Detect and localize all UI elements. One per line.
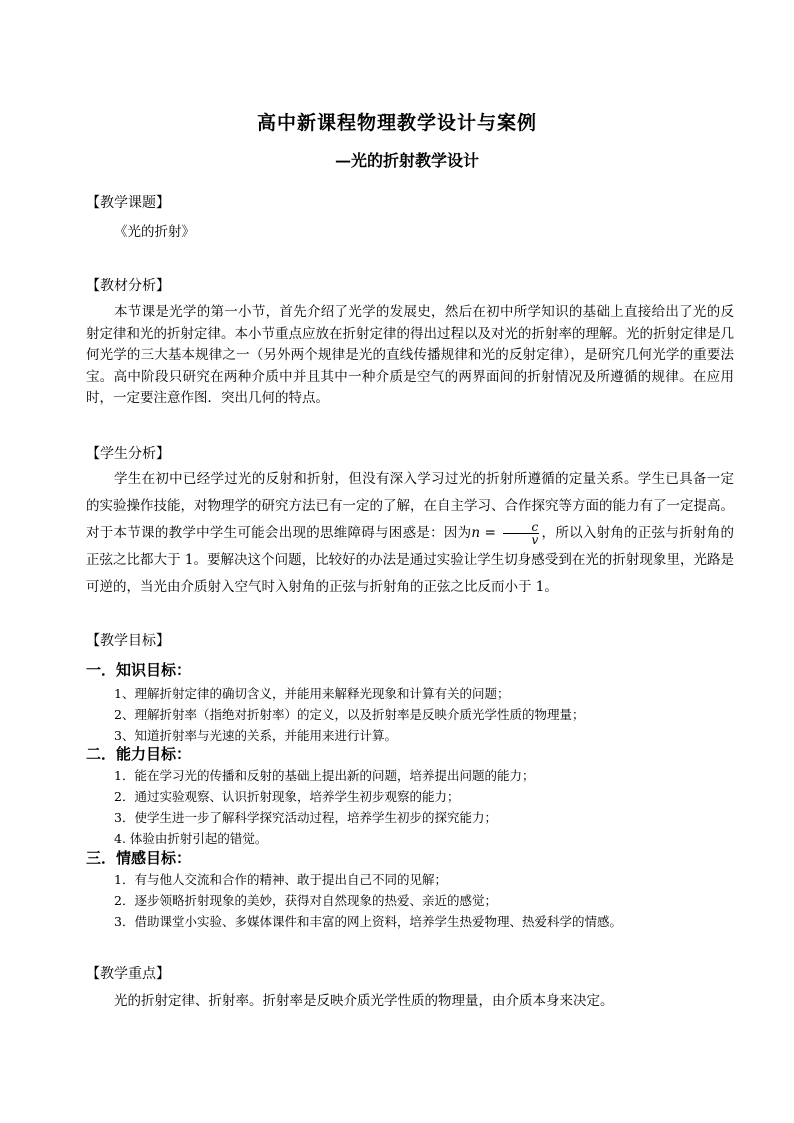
formula-n: n	[471, 525, 481, 541]
formula-denominator: v	[531, 533, 539, 547]
emotion-goal-item: 3．借助课堂小实验、多媒体课件和丰富的网上资料，培养学生热爱物理、热爱科学的情感。	[114, 914, 622, 929]
ability-goals-heading: 二．能力目标：	[86, 745, 192, 763]
material-paragraph: 本节课是光学的第一小节，首先介绍了光学的发展史，然后在初中所学知识的基础上直接给出了光的反射定律和光的折射定律。本小节重点应放在折射定律的得出过程以及对光的折射率的理解。光的折射定律是几何光学的三大基本规律之一（另外两个规律是光的直线传播规律和光的反射定律），是研究几何光学的重要法宝。高中阶段只研究在两种介质中并且其中一种介质是空气的两界面间的折射情况及所遵循的规律。在应用时，一定要注意作图．突出几何的特点。	[86, 304, 734, 406]
knowledge-goal-item: 2、理解折射率（指绝对折射率）的定义，以及折射率是反映介质光学性质的物理量；	[114, 707, 585, 722]
student-paragraph	[86, 466, 734, 601]
emotion-goals-heading: 三．情感目标：	[86, 849, 192, 867]
ability-goal-item: 2．通过实验观察、认识折射现象，培养学生初步观察的能力；	[114, 789, 460, 804]
emotion-goal-item: 2．逐步领略折射现象的美妙，获得对自然现象的热爱、亲近的感觉；	[114, 893, 497, 908]
knowledge-goal-item: 1、理解折射定律的确切含义，并能用来解释光现象和计算有关的问题；	[114, 686, 510, 701]
topic-content: 《光的折射》	[114, 224, 195, 240]
student-paragraph-text-after: ，所以入射角的正弦与折射角的正弦之比都大于 1。要解决这个问题，比较好的办法是通过实验让学生切身感受到在光的折射现象里，光路是可逆的，当光由介质射入空气时入射角的正弦与折射角的正弦之比反而小于 1。	[86, 525, 734, 595]
student-heading: 【学生分析】	[86, 446, 170, 462]
ability-goal-item: 4. 体验由折射引起的错觉。	[114, 831, 268, 846]
formula-numerator: c	[503, 521, 540, 534]
emotion-goal-item: 1．有与他人交流和合作的精神、敢于提出自己不同的见解；	[114, 872, 447, 887]
ability-goal-item: 3．使学生进一步了解科学探究活动过程，培养学生初步的探究能力；	[114, 810, 497, 825]
key-points-paragraph: 光的折射定律、折射率。折射率是反映介质光学性质的物理量，由介质本身来决定。	[114, 993, 614, 1009]
student-paragraph-text-before: 学生在初中已经学过光的反射和折射，但没有深入学习过光的折射所遵循的定量关系。学生已具备一定的实验操作技能，对物理学的研究方法已有一定的了解，在自主学习、合作探究等方面的能力有了一定提高。对于本节课的教学中学生可能会出现的思维障碍与困惑是：因为	[86, 471, 734, 541]
key-points-heading: 【教学重点】	[86, 966, 170, 982]
knowledge-goal-item: 3、知道折射率与光速的关系，并能用来进行计算。	[114, 728, 397, 743]
document-subtitle: —光的折射教学设计	[334, 151, 479, 170]
ability-goal-item: 1．能在学习光的传播和反射的基础上提出新的问题，培养提出问题的能力；	[114, 768, 535, 783]
goals-heading: 【教学目标】	[86, 633, 170, 649]
topic-heading: 【教学课题】	[86, 195, 170, 211]
formula-fraction	[503, 521, 540, 546]
document-title: 高中新课程物理教学设计与案例	[256, 112, 537, 134]
knowledge-goals-heading: 一．知识目标：	[86, 661, 192, 679]
formula-equals: =	[480, 525, 501, 541]
material-heading: 【教材分析】	[86, 278, 170, 294]
